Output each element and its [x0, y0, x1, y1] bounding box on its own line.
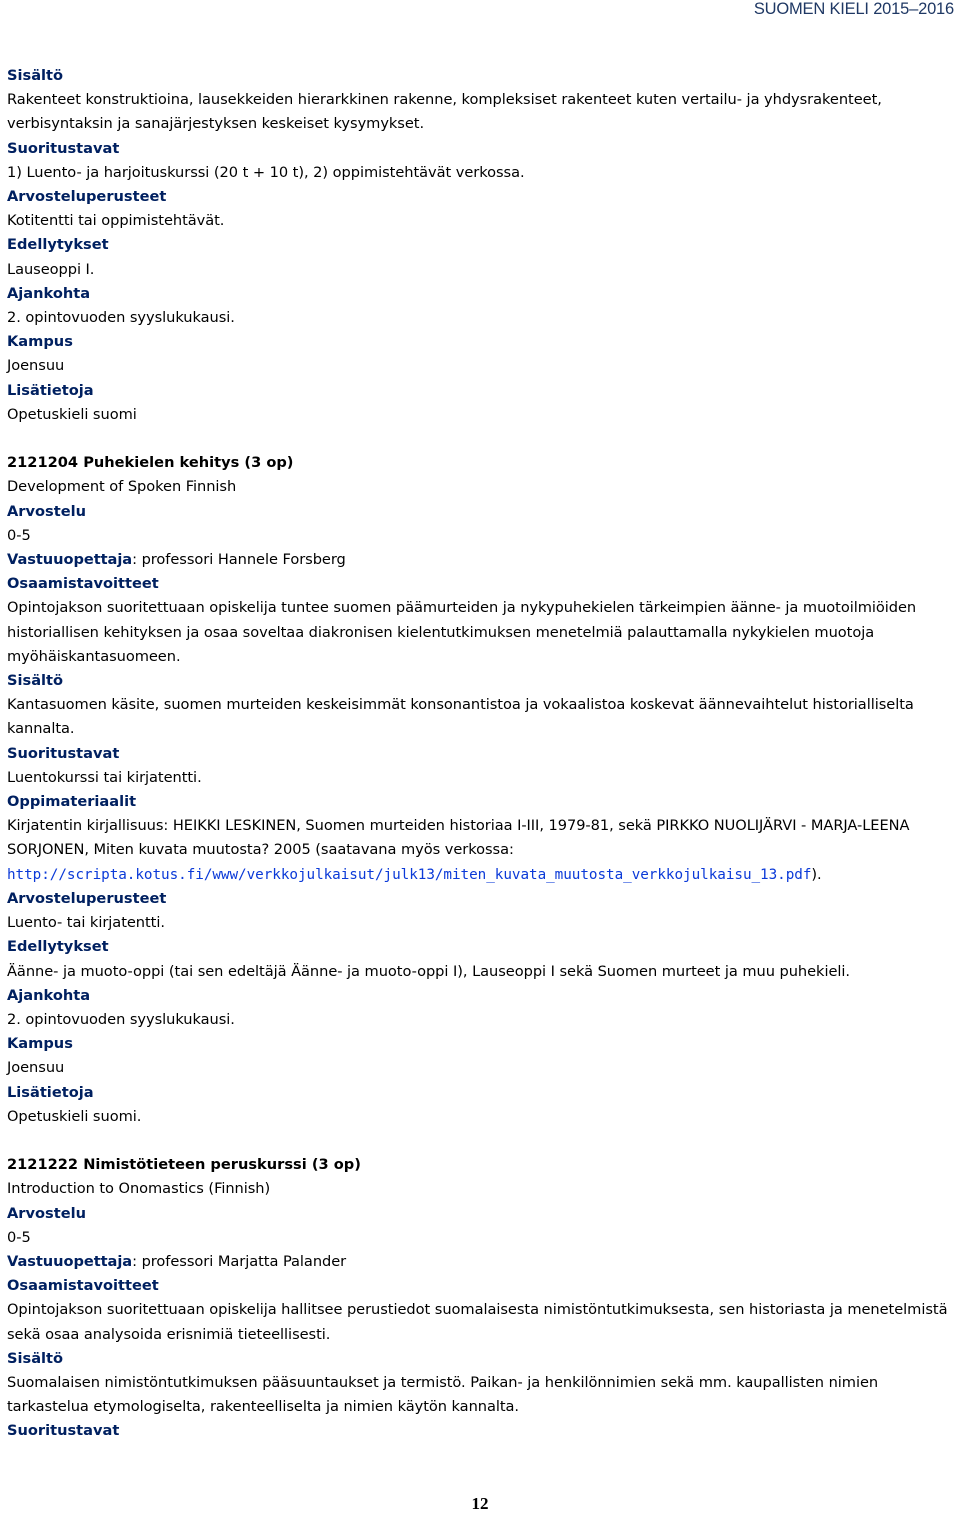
lisatietoja-text: Opetuskieli suomi	[7, 405, 137, 423]
edellytykset-text: Äänne- ja muoto-oppi (tai sen edeltäjä Äänne- ja muoto-oppi I), Lauseoppi I sekä Suomen murteet ja muu puhekieli.	[7, 962, 850, 980]
course-2121204	[7, 451, 957, 1129]
osaamistavoitteet-text: Opintojakson suoritettuaan opiskelija hallitsee perustiedot suomalaisesta nimistöntutkimuksesta, sen historiasta ja menetelmistä sekä osaa analysoida erisnimiä tieteellisesti.	[7, 1301, 948, 1343]
ajankohta-text: 2. opintovuoden syyslukukausi.	[7, 309, 235, 327]
suoritustavat-label: Suoritustavat	[7, 139, 120, 157]
course-code: 2121204	[7, 454, 79, 472]
lisatietoja-text: Opetuskieli suomi.	[7, 1107, 142, 1125]
sisalto-text: Kantasuomen käsite, suomen murteiden keskeisimmät konsonantistoa ja vokaalistoa koskevat äännevaihtelut historialliselta kannalta.	[7, 696, 914, 738]
vastuuopettaja-text: : professori Marjatta Palander	[132, 1252, 347, 1270]
ajankohta-label: Ajankohta	[7, 986, 91, 1004]
edellytykset-text: Lauseoppi I.	[7, 260, 95, 278]
course-credits: (3 op)	[311, 1156, 361, 1174]
kampus-label: Kampus	[7, 333, 73, 351]
arvosteluperusteet-label: Arvosteluperusteet	[7, 889, 167, 907]
vastuuopettaja-line	[7, 548, 957, 572]
oppimateriaalit-after: ).	[811, 865, 822, 883]
arvosteluperusteet-text: Luento- tai kirjatentti.	[7, 914, 165, 932]
suoritustavat-text: Luentokurssi tai kirjatentti.	[7, 768, 202, 786]
course-title	[7, 451, 957, 475]
suoritustavat-text: 1) Luento- ja harjoituskurssi (20 t + 10 t), 2) oppimistehtävät verkossa.	[7, 163, 525, 181]
kampus-text: Joensuu	[7, 357, 65, 375]
course-title	[7, 1153, 957, 1177]
sisalto-label: Sisältö	[7, 1349, 64, 1367]
running-header: SUOMEN KIELI 2015–2016	[753, 0, 954, 18]
intro-section	[7, 64, 957, 427]
page-number: 12	[471, 1494, 489, 1513]
suoritustavat-label: Suoritustavat	[7, 744, 120, 762]
osaamistavoitteet-text: Opintojakson suoritettuaan opiskelija tuntee suomen päämurteiden ja nykypuhekielen tärkeimpien äänne- ja muotoilmiöiden historiallisen kehityksen ja osaa soveltaa diakronisen kielentutkimuksen menetelmiä palauttamalla nykykielen muotoja myöhäiskantasuomeen.	[7, 599, 917, 665]
sisalto-label: Sisältö	[7, 672, 64, 690]
edellytykset-label: Edellytykset	[7, 938, 109, 956]
arvostelu-label: Arvostelu	[7, 1204, 86, 1222]
arvostelu-text: 0-5	[7, 526, 31, 544]
lisatietoja-label: Lisätietoja	[7, 1083, 94, 1101]
course-credits: (3 op)	[244, 454, 294, 472]
arvostelu-label: Arvostelu	[7, 502, 86, 520]
course-code: 2121222	[7, 1156, 79, 1174]
arvosteluperusteet-text: Kotitentti tai oppimistehtävät.	[7, 212, 225, 230]
ajankohta-label: Ajankohta	[7, 284, 91, 302]
oppimateriaalit-link[interactable]: http://scripta.kotus.fi/www/verkkojulkaisut/julk13/miten_kuvata_muutosta_verkkojulkaisu_13.pdf	[7, 866, 812, 883]
oppimateriaalit-label: Oppimateriaalit	[7, 793, 137, 811]
course-english-name: Introduction to Onomastics (Finnish)	[7, 1180, 271, 1198]
arvostelu-text: 0-5	[7, 1228, 31, 1246]
course-name: Puhekielen kehitys	[83, 454, 240, 472]
sisalto-label: Sisältö	[7, 67, 64, 84]
kampus-label: Kampus	[7, 1035, 73, 1053]
ajankohta-text: 2. opintovuoden syyslukukausi.	[7, 1010, 235, 1028]
vastuuopettaja-text: : professori Hannele Forsberg	[132, 551, 346, 569]
edellytykset-label: Edellytykset	[7, 236, 109, 254]
sisalto-text: Rakenteet konstruktioina, lausekkeiden hierarkkinen rakenne, kompleksiset rakenteet kuten vertailu- ja yhdysrakenteet, verbisyntaksin ja sanajärjestyksen keskeiset kysymykset.	[7, 91, 882, 133]
oppimateriaalit-text	[7, 814, 957, 887]
arvosteluperusteet-label: Arvosteluperusteet	[7, 188, 167, 206]
kampus-text: Joensuu	[7, 1059, 65, 1077]
section-spacer	[7, 427, 957, 451]
suoritustavat-label: Suoritustavat	[7, 1422, 120, 1440]
oppimateriaalit-body: Kirjatentin kirjallisuus: HEIKKI LESKINEN, Suomen murteiden historiaa I-III, 1979-81, sekä PIRKKO NUOLIJÄRVI - MARJA-LEENA SORJONEN, Miten kuvata muutosta? 2005 (saatavana myös verkossa:	[7, 817, 910, 859]
section-spacer	[7, 1129, 957, 1153]
osaamistavoitteet-label: Osaamistavoitteet	[7, 1277, 159, 1295]
vastuuopettaja-label: Vastuuopettaja	[7, 551, 133, 569]
vastuuopettaja-label: Vastuuopettaja	[7, 1252, 133, 1270]
osaamistavoitteet-label: Osaamistavoitteet	[7, 575, 159, 593]
sisalto-text: Suomalaisen nimistöntutkimuksen pääsuuntaukset ja termistö. Paikan- ja henkilönnimien sekä mm. kaupallisten nimien tarkastelua etymologiselta, rakenteelliselta ja nimien käytön kannalta.	[7, 1373, 879, 1416]
course-english-name: Development of Spoken Finnish	[7, 478, 237, 496]
course-name: Nimistötieteen peruskurssi	[83, 1156, 307, 1174]
vastuuopettaja-line	[7, 1250, 957, 1274]
document-body	[7, 64, 957, 1444]
course-2121222	[7, 1153, 957, 1443]
lisatietoja-label: Lisätietoja	[7, 381, 94, 399]
